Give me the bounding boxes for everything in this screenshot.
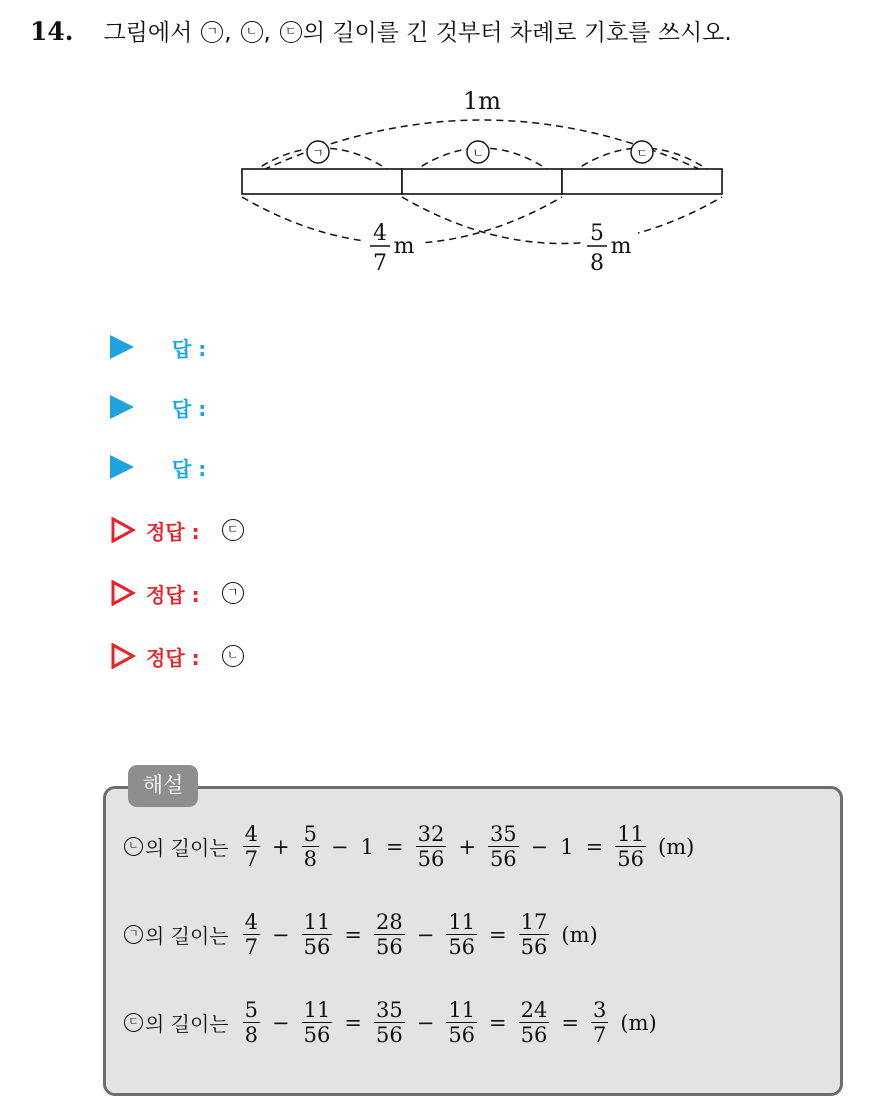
fraction-numerator: 11 xyxy=(303,998,331,1022)
fraction-denominator: 56 xyxy=(520,1023,548,1048)
fraction-denominator: 7 xyxy=(244,847,259,872)
fraction-denominator: 8 xyxy=(303,847,317,872)
fraction-denominator: 8 xyxy=(244,1023,259,1048)
fraction-numerator: 11 xyxy=(448,910,476,934)
fraction xyxy=(446,910,477,959)
question-sep: , xyxy=(263,20,271,46)
explanation-mark: ㄱ xyxy=(124,925,143,944)
label-left-num: 4 xyxy=(373,221,387,246)
fraction-numerator: 35 xyxy=(375,998,403,1022)
mark-circle-giyeok: ㄱ xyxy=(201,21,223,43)
correct-label: 정답 : xyxy=(146,582,200,607)
fraction-numerator: 28 xyxy=(375,910,403,934)
math-operator: − xyxy=(416,922,435,947)
fraction-denominator: 7 xyxy=(244,935,259,960)
question-heading xyxy=(30,14,732,47)
question-number: 14. xyxy=(30,17,74,46)
correct-value: ㄴ xyxy=(222,645,244,667)
fraction-denominator: 56 xyxy=(448,935,476,960)
math-operator: − xyxy=(331,834,349,859)
math-operator: = xyxy=(489,922,507,947)
tape-segment-3 xyxy=(562,169,722,194)
correct-answer-row-3 xyxy=(110,638,244,674)
fraction xyxy=(446,998,477,1047)
fraction-numerator: 3 xyxy=(593,998,607,1022)
label-seg-2: ㄴ xyxy=(472,146,484,160)
blue-triangle-icon xyxy=(110,335,134,359)
question-sep: , xyxy=(224,20,232,46)
fraction-denominator: 56 xyxy=(375,935,403,960)
answer-label: 답 : xyxy=(172,336,207,361)
label-right-den: 8 xyxy=(590,251,604,276)
blue-triangle-icon xyxy=(110,395,134,419)
label-left-den: 7 xyxy=(373,251,387,276)
explanation-line-2 xyxy=(124,910,604,959)
fraction-denominator: 56 xyxy=(303,935,331,960)
label-left-unit: m xyxy=(393,234,415,259)
fraction-numerator: 11 xyxy=(617,822,644,846)
explanation-mark: ㄴ xyxy=(124,837,143,856)
fraction-numerator: 5 xyxy=(244,998,259,1022)
fraction-numerator: 35 xyxy=(489,822,517,846)
fraction-denominator: 56 xyxy=(489,847,517,872)
red-outline-triangle-icon xyxy=(110,580,136,606)
explanation-prefix: 의 길이는 xyxy=(145,924,229,949)
math-operator: + xyxy=(458,834,476,859)
label-right-num: 5 xyxy=(590,221,604,246)
math-operator: 1 xyxy=(360,834,374,859)
correct-label: 정답 : xyxy=(146,645,200,670)
label-seg-1: ㄱ xyxy=(312,146,324,160)
answer-blank-row-1[interactable] xyxy=(110,329,206,365)
fraction xyxy=(519,998,550,1047)
fraction xyxy=(416,822,447,871)
correct-value: ㄷ xyxy=(222,519,244,541)
tape-diagram xyxy=(220,80,740,284)
fraction xyxy=(243,998,260,1047)
math-operator: (m) xyxy=(561,922,598,947)
question-text-after: 의 길이를 긴 것부터 차례로 기호를 쓰시오. xyxy=(302,20,732,46)
fraction xyxy=(302,910,333,959)
math-operator: − xyxy=(530,834,549,859)
explanation-mark: ㄷ xyxy=(124,1013,143,1032)
explanation-tab: 해설 xyxy=(128,765,198,807)
red-outline-triangle-icon xyxy=(110,517,136,543)
fraction-denominator: 56 xyxy=(448,1023,476,1048)
math-operator: + xyxy=(272,834,290,859)
fraction-denominator: 56 xyxy=(375,1023,403,1048)
fraction-numerator: 32 xyxy=(417,822,445,846)
fraction xyxy=(302,998,333,1047)
math-operator: 1 xyxy=(560,834,574,859)
correct-answer-row-2 xyxy=(110,575,244,611)
math-operator: = xyxy=(385,834,404,859)
label-right-unit: m xyxy=(610,234,632,259)
explanation-line-3 xyxy=(124,998,663,1047)
math-operator: (m) xyxy=(658,834,695,859)
math-operator: = xyxy=(344,1010,362,1035)
math-operator: − xyxy=(272,922,290,947)
mark-circle-digeut: ㄷ xyxy=(280,21,302,43)
explanation-prefix: 의 길이는 xyxy=(145,1012,229,1037)
fraction-numerator: 11 xyxy=(448,998,476,1022)
answer-label: 답 : xyxy=(172,456,207,481)
explanation-line-1 xyxy=(124,822,700,871)
correct-label: 정답 : xyxy=(146,519,200,544)
fraction xyxy=(519,910,550,959)
fraction-numerator: 17 xyxy=(520,910,548,934)
blue-triangle-icon xyxy=(110,455,134,479)
fraction-numerator: 24 xyxy=(520,998,548,1022)
math-operator: = xyxy=(489,1010,507,1035)
fraction xyxy=(615,822,646,871)
fraction-numerator: 4 xyxy=(244,822,259,846)
fraction-numerator: 11 xyxy=(303,910,331,934)
explanation-prefix: 의 길이는 xyxy=(145,836,229,861)
correct-value: ㄱ xyxy=(222,582,244,604)
fraction xyxy=(488,822,519,871)
fraction-denominator: 56 xyxy=(520,935,548,960)
fraction xyxy=(243,822,260,871)
math-operator: − xyxy=(416,1010,435,1035)
fraction-numerator: 4 xyxy=(244,910,259,934)
tape-segment-2 xyxy=(402,169,562,194)
red-outline-triangle-icon xyxy=(110,643,136,669)
math-operator: = xyxy=(585,834,604,859)
tape-segment-1 xyxy=(242,169,402,194)
fraction xyxy=(374,910,405,959)
question-text-before: 그림에서 xyxy=(103,20,193,46)
fraction-denominator: 56 xyxy=(617,847,644,872)
fraction-denominator: 56 xyxy=(417,847,445,872)
math-operator: (m) xyxy=(620,1010,657,1035)
label-seg-3: ㄷ xyxy=(636,146,648,160)
fraction xyxy=(302,822,319,871)
arc-right-bottom xyxy=(402,197,722,244)
correct-answer-row-1 xyxy=(110,512,244,548)
fraction xyxy=(591,998,608,1047)
answer-blank-row-3[interactable] xyxy=(110,449,206,485)
math-operator: = xyxy=(344,922,362,947)
fraction xyxy=(374,998,405,1047)
answer-blank-row-2[interactable] xyxy=(110,389,206,425)
fraction xyxy=(243,910,260,959)
math-operator: − xyxy=(272,1010,290,1035)
mark-circle-nieun: ㄴ xyxy=(241,21,263,43)
fraction-denominator: 7 xyxy=(593,1023,607,1048)
fraction-numerator: 5 xyxy=(303,822,317,846)
fraction-denominator: 56 xyxy=(303,1023,331,1048)
label-total: 1m xyxy=(462,87,502,115)
math-operator: = xyxy=(561,1010,579,1035)
answer-label: 답 : xyxy=(172,396,207,421)
